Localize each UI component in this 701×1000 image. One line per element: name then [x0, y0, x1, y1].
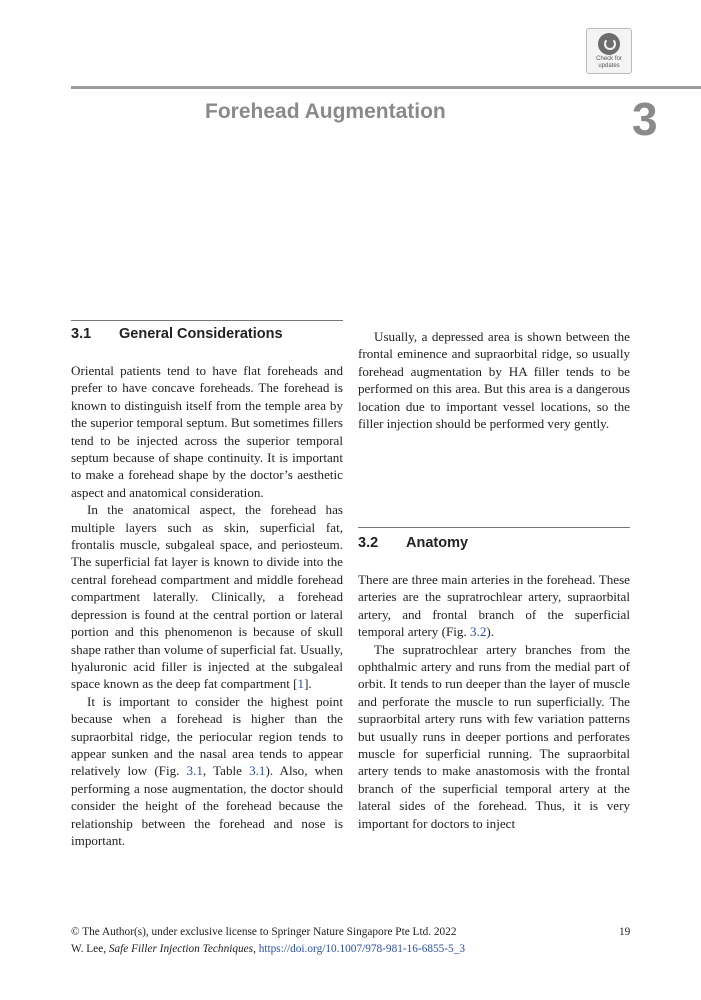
doi-link[interactable]: https://doi.org/10.1007/978-981-16-6855-5_3	[258, 943, 466, 955]
badge-line1: Check for	[596, 56, 622, 62]
paragraph: Oriental patients tend to have flat foreheads and prefer to have concave foreheads. The forehead is known to distinguish itself from the temple area by the superior temporal septum. But sometimes fillers tend to be injected across the superior temporal septum because of shape continuity. It is important to make a forehead shape by the doctor’s aesthetic aspect and anatomical consideration.	[71, 363, 343, 500]
footer	[71, 924, 631, 958]
citation-line	[71, 941, 631, 958]
check-for-updates-badge[interactable]	[586, 28, 632, 74]
text-run: In the anatomical aspect, the forehead has multiple layers such as skin, superficial fat, frontalis muscle, subgaleal space, and periosteum. The superficial fat layer is known to divide into the central forehead compartment and middle forehead compartment laterally. Clinically, a forehead depression is found at the central portion or lateral portion and this phenomenon is because of skull shape rather than volume of superficial fat. Usually, hyaluronic acid filler is injected at the subgaleal space known as the deep fat compartment [	[71, 502, 343, 692]
right-column	[358, 328, 630, 432]
paragraph	[358, 571, 630, 641]
text-run: ). Also, when performing a nose augmentation, the doctor should consider the height of the forehead because the relationship between the forehead and nose is important.	[71, 763, 343, 848]
copyright-line: © The Author(s), under exclusive license to Springer Nature Singapore Pte Ltd. 2022	[71, 926, 457, 938]
check-for-updates-icon	[598, 33, 620, 55]
book-title: Safe Filler Injection Techniques	[108, 943, 254, 955]
section-title: General Considerations	[119, 326, 283, 342]
text-run: It is important to consider the highest point because when a forehead is higher than the supraorbital ridge, the periocular region tends to appear sunken and the nasal area tends to appear relatively low (Fig.	[71, 693, 343, 779]
text-run: ).	[486, 624, 495, 640]
table-link[interactable]: 3.1	[249, 763, 266, 779]
section-title: Anatomy	[406, 535, 469, 551]
paragraph	[71, 693, 343, 850]
figure-link[interactable]: 3.2	[470, 624, 487, 640]
chapter-title: Forehead Augmentation	[205, 100, 446, 123]
text-run: , Table	[202, 763, 250, 779]
text-run: There are three main arteries in the forehead. These arteries are the supratrochlear artery, supraorbital artery, and frontal branch of the superficial temporal artery (Fig.	[358, 572, 630, 640]
section-heading-3-2	[358, 535, 468, 551]
chapter-number: 3	[632, 93, 658, 145]
section-rule-3-2	[358, 527, 630, 528]
paragraph: The supratrochlear artery branches from the ophthalmic artery and runs from the medial part of orbit. It tends to run deeper than the layer of muscle and perforate the muscle to run superficially. The supraorbital artery runs with few variation patterns but usually runs in deeper portions and perforates muscle for superficial running. The supraorbital artery tends to make anastomosis with the frontal branch of the superficial temporal artery at the lateral sides of the forehead. Thus, it is very important for doctors to inject	[358, 641, 630, 831]
section-heading-3-1	[71, 326, 283, 342]
separator: ,	[253, 943, 259, 955]
right-column-section-2	[358, 571, 630, 832]
chapter-top-rule	[71, 86, 701, 89]
page-number: 19	[619, 926, 631, 938]
badge-line2: updates	[598, 63, 620, 69]
section-number: 3.2	[358, 535, 379, 551]
text-run: ].	[304, 676, 312, 692]
section-number: 3.1	[71, 326, 92, 342]
citation-link[interactable]: 1	[297, 676, 305, 692]
paragraph	[71, 501, 343, 692]
left-column	[71, 362, 343, 849]
paragraph: Usually, a depressed area is shown between the frontal eminence and supraorbital ridge, so usually forehead augmentation by HA filler tends to be performed on this area. But this area is a dangerous location due to important vessel locations, so the filler injection should be performed very gently.	[358, 329, 630, 432]
section-rule-3-1	[71, 320, 343, 321]
author: W. Lee,	[71, 943, 109, 955]
figure-link[interactable]: 3.1	[186, 763, 203, 779]
